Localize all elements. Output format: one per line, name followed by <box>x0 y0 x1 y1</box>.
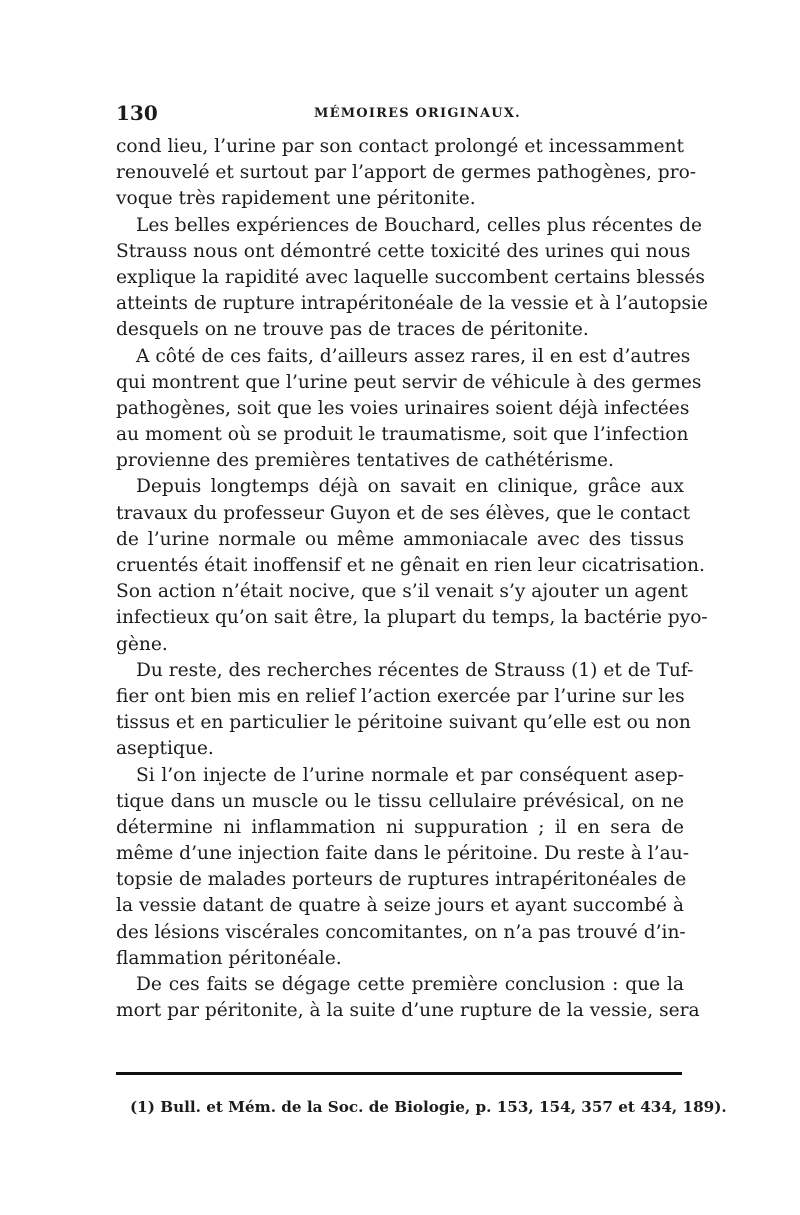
text-line: de l’urine normale ou même ammoniacale avec des tissus <box>116 528 684 550</box>
running-head: MÉMOIRES ORIGINAUX. <box>314 106 521 121</box>
text-line: mort par péritonite, à la suite d’une rupture de la vessie, sera <box>116 1000 700 1022</box>
text-line: tissus et en particulier le péritoine suivant qu’elle est ou non <box>116 712 691 734</box>
body-text <box>116 134 708 1024</box>
text-line: des lésions viscérales concomitantes, on n’a pas trouvé d’in- <box>116 921 686 943</box>
text-line: fier ont bien mis en relief l’action exercée par l’urine sur les <box>116 685 685 707</box>
page-header <box>116 100 684 126</box>
footnote: (1) Bull. et Mém. de la Soc. de Biologie, p. 153, 154, 357 et 434, 189). <box>130 1098 727 1116</box>
page-number: 130 <box>116 101 158 125</box>
footnote-rule <box>116 1072 682 1075</box>
text-line: gène. <box>116 633 168 655</box>
text-line: détermine ni inflammation ni suppuration ; il en sera de <box>116 816 684 838</box>
text-line: topsie de malades porteurs de ruptures intrapéritonéales de <box>116 869 687 891</box>
text-line: tique dans un muscle ou le tissu cellulaire prévésical, on ne <box>116 790 684 812</box>
text-line: Les belles expériences de Bouchard, celles plus récentes de <box>136 214 703 236</box>
text-line: qui montrent que l’urine peut servir de véhicule à des germes <box>116 371 702 393</box>
text-line: desquels on ne trouve pas de traces de péritonite. <box>116 319 589 341</box>
text-line: Son action n’était nocive, que s’il venait s’y ajouter un agent <box>116 581 688 603</box>
text-line: Si l’on injecte de l’urine normale et par conséquent asep- <box>136 764 684 786</box>
text-line: atteints de rupture intrapéritonéale de la vessie et à l’autopsie <box>116 293 708 315</box>
text-line: A côté de ces faits, d’ailleurs assez rares, il en est d’autres <box>136 345 691 367</box>
text-line: la vessie datant de quatre à seize jours et ayant succombé à <box>116 895 684 917</box>
text-line: provienne des premières tentatives de cathétérisme. <box>116 450 614 472</box>
text-line: infectieux qu’on sait être, la plupart du temps, la bactérie pyo- <box>116 607 708 629</box>
text-line: voque très rapidement une péritonite. <box>116 188 476 210</box>
text-line: cond lieu, l’urine par son contact prolongé et incessamment <box>116 136 684 157</box>
text-line: De ces faits se dégage cette première conclusion : que la <box>136 974 684 995</box>
text-line: renouvelé et surtout par l’apport de germes pathogènes, pro- <box>116 162 697 184</box>
text-line: aseptique. <box>116 738 214 760</box>
text-line: Strauss nous ont démontré cette toxicité des urines qui nous <box>116 240 691 262</box>
text-line: pathogènes, soit que les voies urinaires soient déjà infectées <box>116 397 690 419</box>
text-line: Du reste, des recherches récentes de Strauss (1) et de Tuf- <box>136 659 694 681</box>
text-line: explique la rapidité avec laquelle succombent certains blessés <box>116 266 705 288</box>
text-line: même d’une injection faite dans le péritoine. Du reste à l’au- <box>116 843 690 865</box>
text-line: Depuis longtemps déjà on savait en clinique, grâce aux <box>136 476 684 498</box>
text-line: au moment où se produit le traumatisme, soit que l’infection <box>116 424 689 446</box>
text-line: travaux du professeur Guyon et de ses élèves, que le contact <box>116 502 691 524</box>
text-line: flammation péritonéale. <box>116 947 342 969</box>
text-line: cruentés était inoffensif et ne gênait en rien leur cicatrisation. <box>116 555 705 576</box>
